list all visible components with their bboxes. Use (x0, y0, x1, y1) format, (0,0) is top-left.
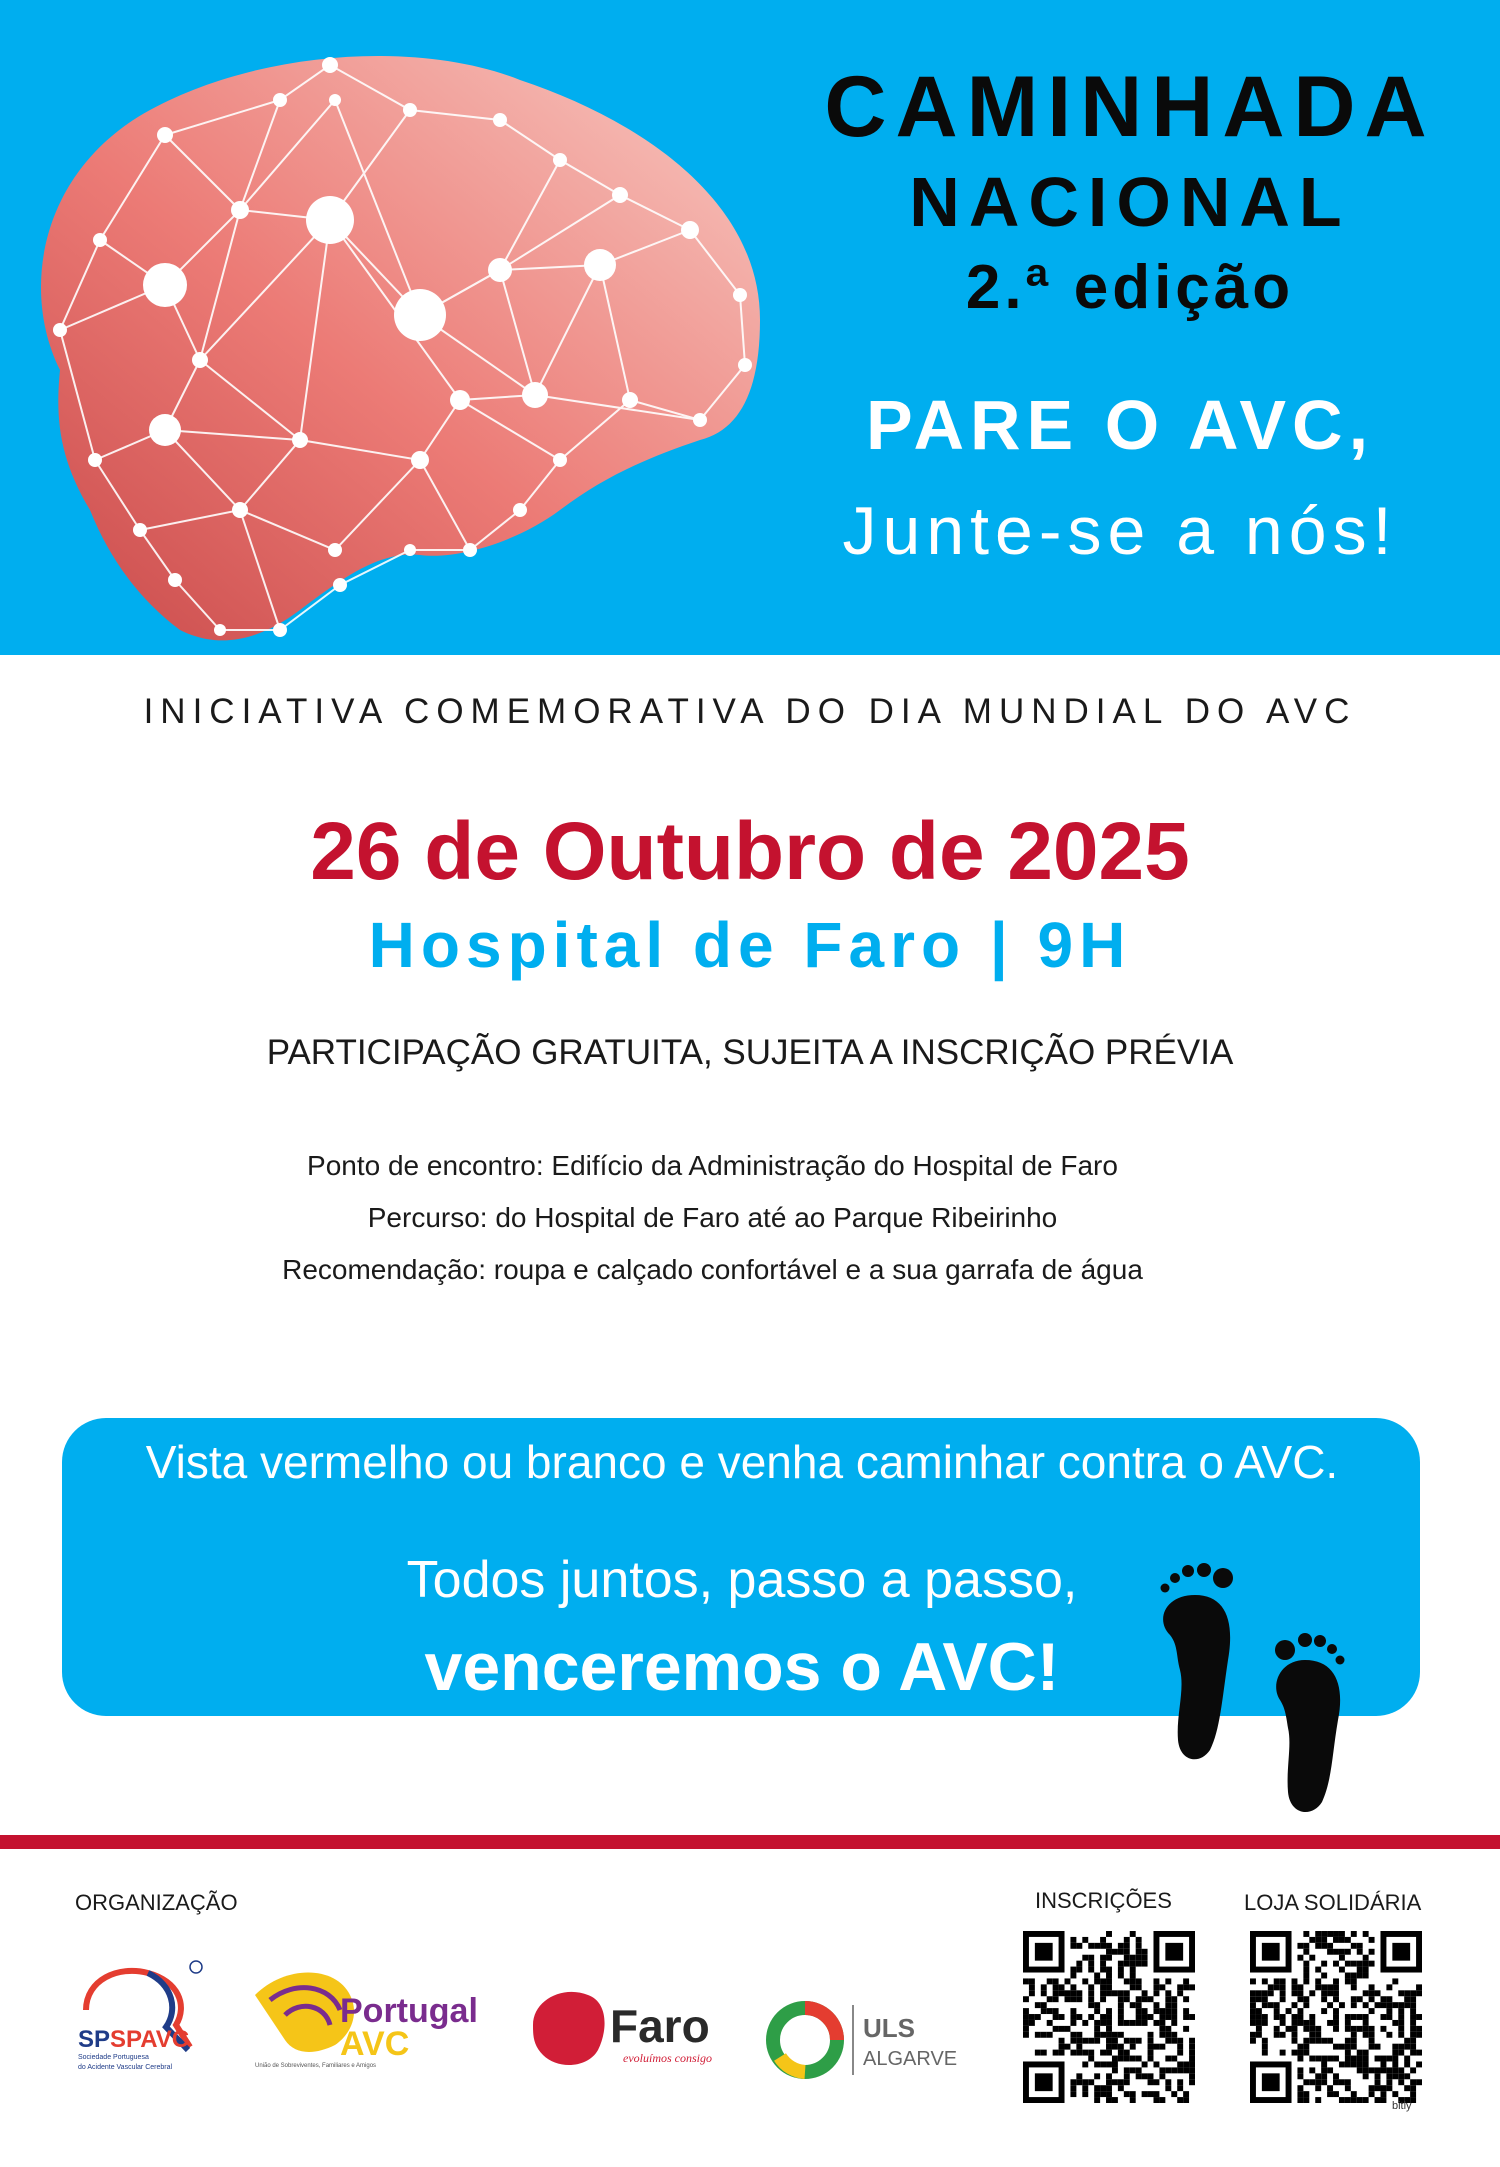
registrations-label: INSCRIÇÕES (1035, 1888, 1172, 1913)
svg-text:Portugal: Portugal (340, 1992, 478, 2030)
svg-text:ALGARVE: ALGARVE (863, 2048, 958, 2070)
title-nacional: NACIONAL (909, 163, 1351, 241)
solidarity-store-qr-code[interactable] (1250, 1931, 1422, 2103)
meeting-point: Ponto de encontro: Edifício da Administração do Hospital de Faro (307, 1150, 1118, 1181)
brain-network-illustration (0, 40, 800, 650)
svg-text:Sociedade Portuguesa: Sociedade Portuguesa (78, 2054, 149, 2061)
svg-text:Faro: Faro (610, 2000, 710, 2052)
svg-text:evoluímos consigo: evoluímos consigo (623, 2051, 712, 2065)
portugal-avc-logo (245, 1965, 495, 2075)
event-date: 26 de Outubro de 2025 (310, 806, 1190, 897)
footer-divider (0, 1835, 1500, 1849)
qr-credit: bitly (1392, 2100, 1412, 2112)
registrations-qr-code[interactable] (1023, 1931, 1195, 2103)
organization-label: ORGANIZAÇÃO (75, 1890, 238, 1915)
slogan-pare-o-avc: PARE O AVC, (865, 386, 1375, 464)
banner-line-venceremos: venceremos o AVC! (424, 1629, 1060, 1705)
recommendation: Recomendação: roupa e calçado confortável e a sua garrafa de água (282, 1254, 1143, 1285)
svg-text:SPSPAVC: SPSPAVC (78, 2026, 190, 2053)
banner-line-together: Todos juntos, passo a passo, (406, 1551, 1078, 1609)
event-place-time: Hospital de Faro | 9H (368, 909, 1132, 981)
route: Percurso: do Hospital de Faro até ao Parque Ribeirinho (367, 1202, 1058, 1233)
spavc-logo (78, 1955, 208, 2077)
slogan-junte-se: Junte-se a nós! (842, 493, 1398, 569)
title-edition: 2.ª edição (965, 253, 1295, 322)
svg-text:do Acidente Vascular Cerebral: do Acidente Vascular Cerebral (78, 2064, 173, 2071)
banner-line-dress-code: Vista vermelho ou branco e venha caminhar contra o AVC. (145, 1436, 1339, 1488)
svg-text:ULS: ULS (863, 2013, 915, 2043)
svg-text:União de Sobreviventes, Famili: União de Sobreviventes, Familiares e Amigos (255, 2063, 377, 2069)
title-caminhada: CAMINHADA (824, 59, 1436, 155)
faro-logo (528, 1980, 728, 2080)
store-label: LOJA SOLIDÁRIA (1244, 1890, 1422, 1915)
hero-banner (0, 0, 1500, 655)
uls-algarve-logo (765, 1995, 965, 2085)
footprints-icon (1140, 1540, 1360, 1820)
participation-note: PARTICIPAÇÃO GRATUITA, SUJEITA A INSCRIÇÃO PRÉVIA (266, 1033, 1234, 1072)
initiative-subtitle: INICIATIVA COMEMORATIVA DO DIA MUNDIAL DO AVC (143, 692, 1357, 731)
svg-text:AVC: AVC (340, 2025, 410, 2063)
